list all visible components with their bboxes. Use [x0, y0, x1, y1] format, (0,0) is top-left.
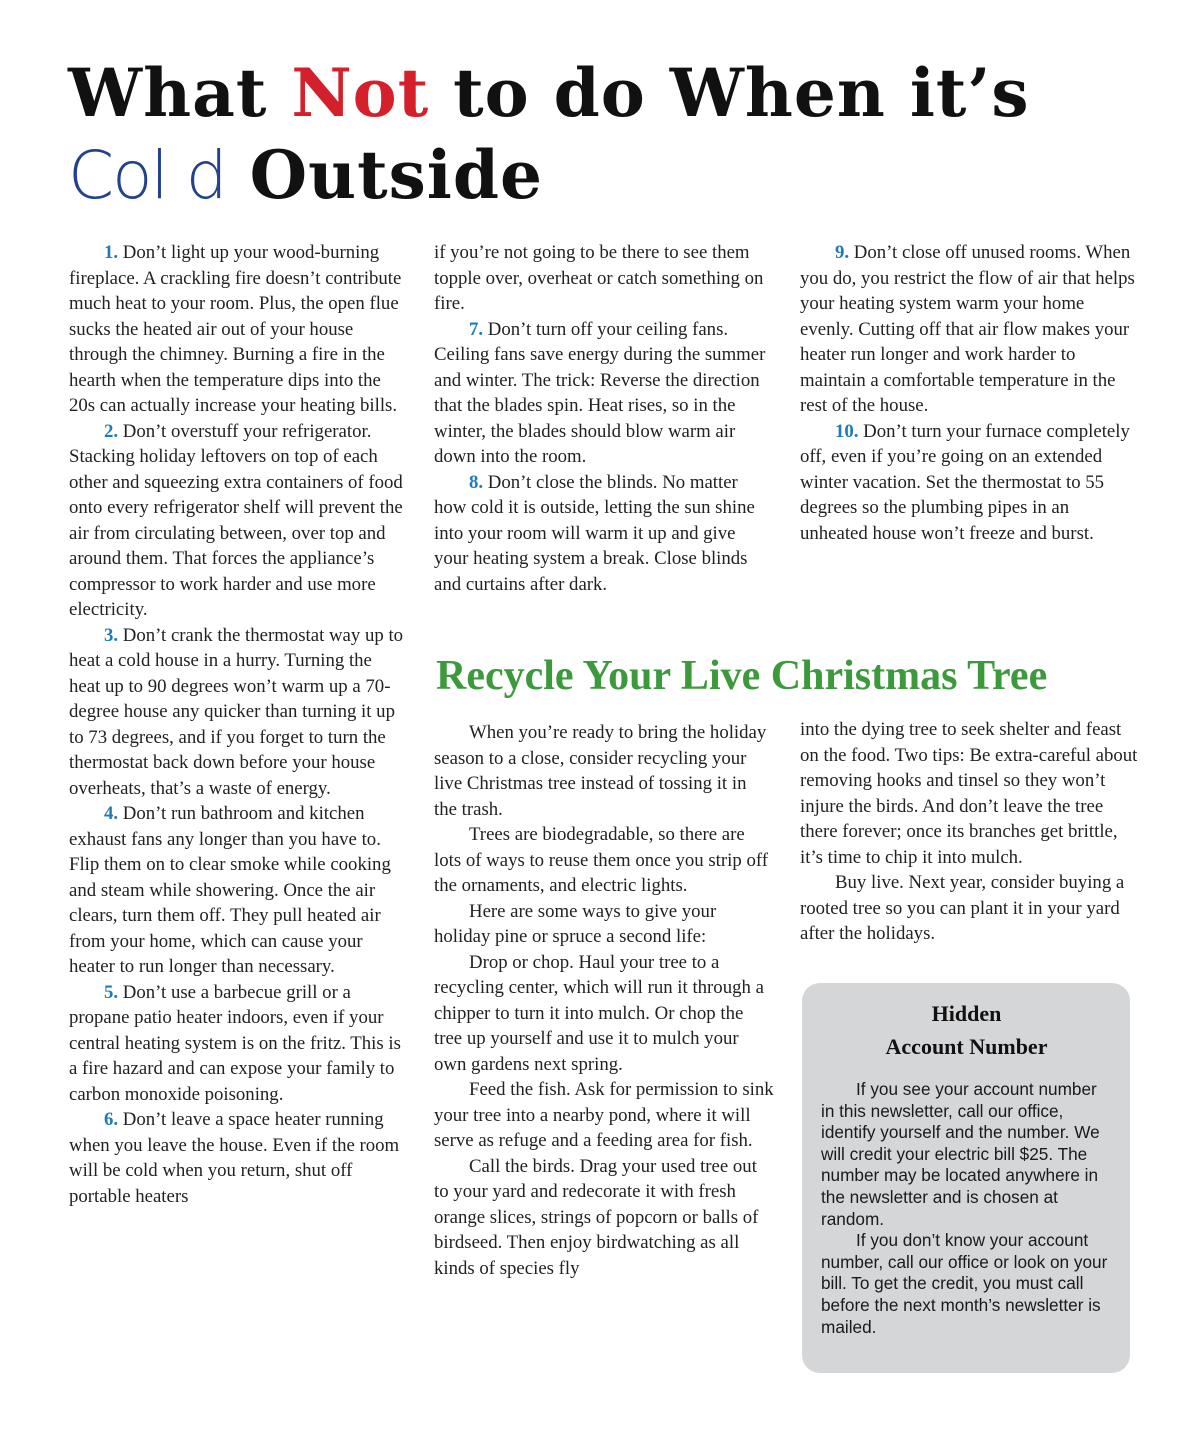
tip-10 — [800, 419, 1140, 547]
box-paragraph: If you don’t know your account number, call our office or look on your bill. To get the credit, you must call before the next month’s newsletter is mailed. — [821, 1230, 1108, 1337]
tip-number: 10. — [835, 420, 859, 442]
tip-text: Don’t turn your furnace completely off, even if you’re going on an extended winter vacation. Set the thermostat to 55 degrees so the plumbing pipes in an unheated house won’t freeze and burst. — [800, 420, 1130, 544]
recycle-column-1 — [434, 720, 774, 1281]
tip-9 — [800, 240, 1140, 419]
recycle-paragraph: Trees are biodegradable, so there are lots of ways to reuse them once you strip off the ornaments, and electric lights. — [434, 824, 768, 896]
recycle-paragraph: Here are some ways to give your holiday pine or spruce a second life: — [434, 900, 717, 947]
tip-text: Don’t close the blinds. No matter how cold it is outside, letting the sun shine into your room will warm it up and give your heating system a break. Close blinds and curtains after dark. — [434, 471, 755, 595]
tip-number: 1. — [104, 242, 119, 263]
box-heading — [821, 997, 1112, 1063]
box-heading-line-2: Account Number — [885, 1034, 1048, 1059]
tip-4 — [69, 801, 407, 980]
tip-2 — [69, 419, 407, 623]
tip-number: 3. — [104, 624, 119, 646]
tip-text: Don’t run bathroom and kitchen exhaust fans any longer than you have to. Flip them on to clear smoke while cooking and steam while showering. Once the air clears, turn them off. They pull heated air from your home, which can cause your heater to run longer than necessary. — [69, 803, 391, 977]
tips-column-1 — [69, 240, 407, 1209]
recycle-paragraph: Feed the fish. Ask for permission to sink your tree into a nearby pond, where it will serve as refuge and a feeding area for fish. — [434, 1079, 774, 1151]
recycle-paragraph: Buy live. Next year, consider buying a rooted tree so you can plant it in your yard after the holidays. — [800, 872, 1125, 944]
tip-text: Don’t crank the thermostat way up to heat a cold house in a hurry. Turning the heat up to 90 degrees won’t warm up a 70-degree house any quicker than turning it up to 73 degrees, and if you forget to turn the thermostat back down before your house overheats, that’s a waste of energy. — [69, 624, 404, 799]
tip-text: Don’t close off unused rooms. When you do, you restrict the flow of air that helps your heating system warm your home evenly. Cutting off that air flow makes your heater run longer and work harder to maintain a comfortable temperature in the rest of the house. — [800, 242, 1135, 416]
recycle-column-2 — [800, 717, 1140, 947]
tip-text: Don’t overstuff your refrigerator. Stacking holiday leftovers on top of each other and squeezing extra containers of food onto every refrigerator shelf will prevent the air from circulating between, over top and around them. That forces the appliance’s compressor to work harder and use more electricity. — [69, 420, 403, 620]
title-part-1: What — [68, 54, 292, 132]
box-heading-line-1: Hidden — [931, 1001, 1002, 1026]
tip-text: Don’t use a barbecue grill or a propane patio heater indoors, even if your central heating system is on the fritz. This is a fire hazard and can expose your family to carbon monoxide poisoning. — [69, 981, 401, 1105]
tip-number: 8. — [469, 471, 484, 493]
tip-text: Don’t leave a space heater running when you leave the house. Even if the room will be cold when you return, shut off portable heaters — [69, 1109, 400, 1207]
tip-number: 4. — [104, 803, 119, 824]
tip-number: 5. — [104, 981, 119, 1003]
tip-number: 7. — [469, 318, 484, 340]
recycle-paragraph: When you’re ready to bring the holiday season to a close, consider recycling your live Christmas tree instead of tossing it in the trash. — [434, 722, 767, 820]
tips-column-2 — [434, 240, 774, 597]
tip-number: 2. — [104, 420, 119, 442]
tip-5 — [69, 980, 407, 1108]
title-word-not: Not — [291, 54, 430, 132]
tip-3 — [69, 623, 407, 802]
tips-column-3 — [800, 240, 1140, 546]
tip-6 — [69, 1107, 407, 1209]
title-part-5: Outside — [225, 136, 543, 214]
tip-1 — [69, 240, 407, 419]
recycle-paragraph: Call the birds. Drag your used tree out to your yard and redecorate it with fresh orange slices, strings of popcorn or balls of birdseed. Then enjoy birdwatching as all kinds of species fly — [434, 1155, 759, 1279]
box-paragraph: If you see your account number in this newsletter, call our office, identify yourself and the number. We will credit your electric bill $25. The number may be located anywhere in the newsletter and is chosen at random. — [821, 1079, 1100, 1229]
recycle-paragraph: into the dying tree to seek shelter and feast on the food. Two tips: Be extra-careful about removing hooks and tinsel so they won’t injure the birds. And don’t leave the tree there forever; once its branches get brittle, it’s time to chip it into mulch. — [800, 719, 1138, 868]
title-part-3: to do When it’s — [429, 54, 1030, 132]
title-word-cold: Col d — [68, 137, 226, 214]
tip-number: 9. — [835, 242, 850, 263]
tip-6-continued — [434, 240, 774, 317]
tip-text: Don’t light up your wood-burning fireplace. A crackling fire doesn’t contribute much heat to your room. Plus, the open flue sucks the heated air out of your house through the chimney. Burning a fire in the hearth when the temperature dips into the 20s can actually increase your heating bills. — [69, 242, 402, 416]
hidden-account-number-box — [802, 983, 1130, 1373]
tip-text: if you’re not going to be there to see them topple over, overheat or catch something on fire. — [434, 242, 764, 314]
tip-7 — [434, 317, 774, 470]
tip-number: 6. — [104, 1109, 119, 1130]
tip-8 — [434, 470, 774, 598]
recycle-paragraph: Drop or chop. Haul your tree to a recycling center, which will run it through a chipper to turn it into mulch. Or chop the tree up yourself and use it to mulch your own gardens next spring. — [434, 951, 764, 1075]
recycle-heading: Recycle Your Live Christmas Tree — [436, 653, 1048, 699]
tip-text: Don’t turn off your ceiling fans. Ceiling fans save energy during the summer and winter. The trick: Reverse the direction that the blades spin. Heat rises, so in the winter, the blades should blow warm air down into the room. — [434, 318, 766, 467]
page-title — [68, 52, 1148, 217]
